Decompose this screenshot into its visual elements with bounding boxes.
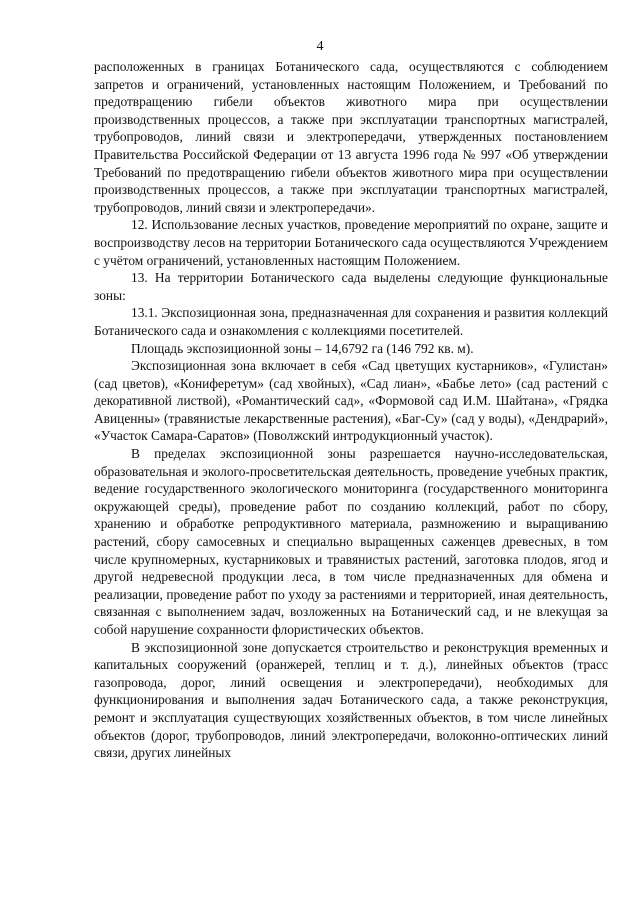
document-body	[94, 58, 608, 762]
paragraph-12: 12. Использование лесных участков, проведение мероприятий по охране, защите и воспроизводству лесов на территории Ботанического сада осуществляются Учреждением с учётом ограничений, установленных настоящим Положением.	[94, 217, 608, 268]
paragraph-continuation: расположенных в границах Ботанического сада, осуществляются с соблюдением запретов и ограничений, установленных настоящим Положением, и Требований по предотвращению гибели объектов животного мира при осуществлении производственных процессов, а также при эксплуатации транспортных магистралей, трубопроводов, линий связи и электропередачи, утвержденных постановлением Правительства Российской Федерации от 13 августа 1996 года № 997 «Об утверждении Требований по предотвращению гибели объектов животного мира при осуществлении производственных процессов, а также при эксплуатации транспортных магистралей, трубопроводов, линий связи и электропередачи».	[94, 59, 608, 215]
paragraph-zone-composition: Экспозиционная зона включает в себя «Сад цветущих кустарников», «Гулистан» (сад цветов), «Кониферетум» (сад хвойных), «Сад лиан», «Бабье лето» (сад растений с декоративной листвой), «Романтический сад», «Формовой сад И.М. Шайтана», «Грядка Авиценны» (травянистые лекарственные растения), «Баг-Су» (сад у воды), «Дендрарий», «Участок Самара-Саратов» (Поволжский интродукционный участок).	[94, 358, 608, 444]
paragraph-13: 13. На территории Ботанического сада выделены следующие функциональные зоны:	[94, 270, 608, 303]
paragraph-permitted-construction: В экспозиционной зоне допускается строительство и реконструкция временных и капитальных сооружений (оранжерей, теплиц и т. д.), линейных объектов (трасс газопровода, дорог, линий освещения и электропередачи), необходимых для функционирования и выполнения задач Ботанического сада, а также реконструкция, ремонт и эксплуатация существующих хозяйственных объектов, в том числе линейных объектов (дорог, трубопроводов, линий электропередачи, волоконно-оптических линий связи, других линейных	[94, 639, 608, 761]
paragraph-permitted-activities: В пределах экспозиционной зоны разрешается научно-исследовательская, образовательная и эколого-просветительская деятельность, проведение учебных практик, ведение государственного экологического мониторинга (государственного мониторинга окружающей среды), проведение работ по созданию коллекций, работ по сбору, хранению и обработке репродуктивного материала, размножению и выращиванию растений, сбору самосевных и специально выращенных саженцев древесных, в том числе крупномерных, кустарниковых и травянистых растений, заготовка плодов, ягод и другой недревесной продукции леса, в том числе предназначенных для обмена и реализации, проведение работ по уходу за растениями и территорией, иная деятельность, связанная с выполнением задач, возложенных на Ботанический сад, и не влекущая за собой нарушение сохранности флористических объектов.	[94, 446, 608, 637]
paragraph-zone-area: Площадь экспозиционной зоны – 14,6792 га (146 792 кв. м).	[131, 340, 474, 356]
page-number: 4	[316, 39, 324, 54]
paragraph-13-1: 13.1. Экспозиционная зона, предназначенная для сохранения и развития коллекций Ботанического сада и ознакомления с коллекциями посетителей.	[94, 305, 608, 338]
